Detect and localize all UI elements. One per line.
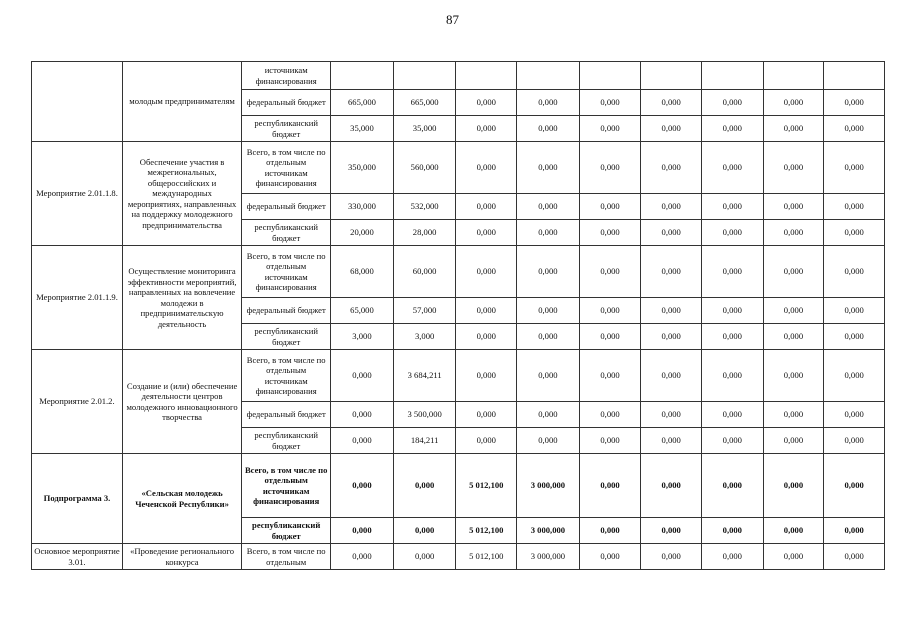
- value-cell: 28,000: [393, 220, 456, 246]
- value-cell: [824, 62, 885, 90]
- measure-code: [32, 62, 123, 142]
- value-cell: 0,000: [824, 142, 885, 194]
- value-cell: 3 000,000: [517, 454, 580, 518]
- value-cell: 0,000: [579, 298, 641, 324]
- value-cell: 665,000: [331, 90, 394, 116]
- measure-name: молодым предпринимателям: [122, 62, 241, 142]
- value-cell: 0,000: [763, 350, 824, 402]
- value-cell: 0,000: [702, 350, 764, 402]
- funding-source: республиканский бюджет: [242, 518, 331, 544]
- value-cell: 3 000,000: [517, 518, 580, 544]
- value-cell: 0,000: [579, 518, 641, 544]
- value-cell: 3,000: [393, 324, 456, 350]
- value-cell: 0,000: [824, 518, 885, 544]
- table-row: [32, 246, 885, 298]
- value-cell: 0,000: [579, 454, 641, 518]
- value-cell: 665,000: [393, 90, 456, 116]
- value-cell: 0,000: [641, 350, 702, 402]
- value-cell: 0,000: [763, 90, 824, 116]
- value-cell: 0,000: [579, 350, 641, 402]
- value-cell: 0,000: [579, 402, 641, 428]
- table-row: [32, 142, 885, 194]
- value-cell: 0,000: [331, 428, 394, 454]
- value-cell: 184,211: [393, 428, 456, 454]
- value-cell: [456, 62, 517, 90]
- value-cell: 532,000: [393, 194, 456, 220]
- value-cell: 0,000: [641, 544, 702, 570]
- value-cell: 0,000: [579, 116, 641, 142]
- value-cell: 60,000: [393, 246, 456, 298]
- funding-source: республиканский бюджет: [242, 116, 331, 142]
- value-cell: 0,000: [763, 454, 824, 518]
- funding-source: республиканский бюджет: [242, 220, 331, 246]
- funding-source: Всего, в том числе по отдельным источникам финансирования: [242, 350, 331, 402]
- funding-source: Всего, в том числе по отдельным источникам финансирования: [242, 454, 331, 518]
- value-cell: 0,000: [824, 194, 885, 220]
- funding-source: федеральный бюджет: [242, 194, 331, 220]
- value-cell: 0,000: [763, 246, 824, 298]
- table-row: [32, 454, 885, 518]
- value-cell: 0,000: [763, 220, 824, 246]
- value-cell: 57,000: [393, 298, 456, 324]
- value-cell: 65,000: [331, 298, 394, 324]
- value-cell: 0,000: [763, 194, 824, 220]
- measure-name: «Сельская молодежь Чеченской Республики»: [122, 454, 241, 544]
- value-cell: 0,000: [763, 518, 824, 544]
- value-cell: 0,000: [702, 428, 764, 454]
- value-cell: [641, 62, 702, 90]
- value-cell: 0,000: [702, 220, 764, 246]
- value-cell: 0,000: [331, 544, 394, 570]
- value-cell: 0,000: [456, 428, 517, 454]
- value-cell: 0,000: [456, 350, 517, 402]
- value-cell: 5 012,100: [456, 518, 517, 544]
- value-cell: 0,000: [331, 518, 394, 544]
- value-cell: 0,000: [763, 402, 824, 428]
- value-cell: 0,000: [824, 246, 885, 298]
- value-cell: 0,000: [579, 220, 641, 246]
- value-cell: 0,000: [702, 142, 764, 194]
- value-cell: 0,000: [393, 518, 456, 544]
- table-row: [32, 544, 885, 570]
- value-cell: 0,000: [702, 544, 764, 570]
- value-cell: 3,000: [331, 324, 394, 350]
- funding-source: республиканский бюджет: [242, 324, 331, 350]
- value-cell: 35,000: [331, 116, 394, 142]
- measure-name: «Проведение регионального конкурса: [122, 544, 241, 570]
- value-cell: 0,000: [824, 298, 885, 324]
- value-cell: 0,000: [331, 350, 394, 402]
- value-cell: [579, 62, 641, 90]
- value-cell: 0,000: [641, 220, 702, 246]
- value-cell: 0,000: [456, 298, 517, 324]
- value-cell: 0,000: [763, 142, 824, 194]
- value-cell: 0,000: [763, 298, 824, 324]
- value-cell: 0,000: [641, 298, 702, 324]
- funding-source: федеральный бюджет: [242, 298, 331, 324]
- funding-source: Всего, в том числе по отдельным источникам финансирования: [242, 142, 331, 194]
- value-cell: 5 012,100: [456, 454, 517, 518]
- funding-source: федеральный бюджет: [242, 402, 331, 428]
- value-cell: [702, 62, 764, 90]
- measure-name: Обеспечение участия в межрегиональных, общероссийских и международных мероприятиях, направленных на поддержку молодежного предпринимательства: [122, 142, 241, 246]
- value-cell: 0,000: [517, 350, 580, 402]
- value-cell: 0,000: [517, 402, 580, 428]
- value-cell: 0,000: [456, 90, 517, 116]
- value-cell: 0,000: [641, 194, 702, 220]
- value-cell: 0,000: [641, 402, 702, 428]
- value-cell: 0,000: [702, 518, 764, 544]
- measure-name: Осуществление мониторинга эффективности мероприятий, направленных на вовлечение молодежи в предпринимательскую деятельность: [122, 246, 241, 350]
- value-cell: 0,000: [641, 142, 702, 194]
- value-cell: 0,000: [517, 298, 580, 324]
- value-cell: 0,000: [393, 454, 456, 518]
- funding-source: федеральный бюджет: [242, 90, 331, 116]
- value-cell: 5 012,100: [456, 544, 517, 570]
- value-cell: 0,000: [456, 116, 517, 142]
- value-cell: 0,000: [393, 544, 456, 570]
- value-cell: 0,000: [702, 402, 764, 428]
- value-cell: 350,000: [331, 142, 394, 194]
- value-cell: 0,000: [824, 428, 885, 454]
- value-cell: 0,000: [579, 544, 641, 570]
- value-cell: [763, 62, 824, 90]
- value-cell: 0,000: [517, 220, 580, 246]
- value-cell: 330,000: [331, 194, 394, 220]
- value-cell: 0,000: [579, 194, 641, 220]
- funding-source: источникам финансирования: [242, 62, 331, 90]
- value-cell: 35,000: [393, 116, 456, 142]
- value-cell: [517, 62, 580, 90]
- value-cell: 0,000: [517, 116, 580, 142]
- value-cell: 20,000: [331, 220, 394, 246]
- measure-name: Создание и (или) обеспечение деятельности центров молодежного инновационного творчества: [122, 350, 241, 454]
- value-cell: 0,000: [702, 116, 764, 142]
- value-cell: 0,000: [702, 298, 764, 324]
- value-cell: 0,000: [579, 428, 641, 454]
- value-cell: 0,000: [517, 324, 580, 350]
- value-cell: 0,000: [456, 142, 517, 194]
- measure-code: Подпрограмма 3.: [32, 454, 123, 544]
- page-number: 87: [446, 12, 459, 27]
- value-cell: 0,000: [641, 246, 702, 298]
- measure-code: Основное мероприятие 3.01.: [32, 544, 123, 570]
- value-cell: 0,000: [517, 246, 580, 298]
- value-cell: 0,000: [641, 518, 702, 544]
- measure-code: Мероприятие 2.01.2.: [32, 350, 123, 454]
- value-cell: 0,000: [517, 142, 580, 194]
- value-cell: 0,000: [579, 90, 641, 116]
- table-row: [32, 350, 885, 402]
- value-cell: 0,000: [702, 454, 764, 518]
- value-cell: 0,000: [641, 116, 702, 142]
- budget-table: [31, 61, 885, 570]
- value-cell: 0,000: [763, 428, 824, 454]
- value-cell: 0,000: [824, 350, 885, 402]
- value-cell: 0,000: [517, 194, 580, 220]
- value-cell: 0,000: [456, 402, 517, 428]
- value-cell: 0,000: [702, 90, 764, 116]
- value-cell: 0,000: [579, 142, 641, 194]
- measure-code: Мероприятие 2.01.1.9.: [32, 246, 123, 350]
- value-cell: 0,000: [824, 324, 885, 350]
- value-cell: 0,000: [824, 454, 885, 518]
- value-cell: 0,000: [824, 402, 885, 428]
- value-cell: 0,000: [331, 402, 394, 428]
- value-cell: 0,000: [824, 544, 885, 570]
- value-cell: 0,000: [702, 324, 764, 350]
- value-cell: 0,000: [456, 324, 517, 350]
- value-cell: 0,000: [456, 246, 517, 298]
- value-cell: 0,000: [824, 90, 885, 116]
- value-cell: 0,000: [763, 324, 824, 350]
- value-cell: 0,000: [517, 428, 580, 454]
- value-cell: 0,000: [763, 116, 824, 142]
- value-cell: 0,000: [763, 544, 824, 570]
- value-cell: 3 000,000: [517, 544, 580, 570]
- value-cell: [393, 62, 456, 90]
- value-cell: 68,000: [331, 246, 394, 298]
- value-cell: 560,000: [393, 142, 456, 194]
- value-cell: 0,000: [641, 90, 702, 116]
- value-cell: 0,000: [702, 194, 764, 220]
- funding-source: Всего, в том числе по отдельным источникам финансирования: [242, 246, 331, 298]
- funding-source: Всего, в том числе по отдельным: [242, 544, 331, 570]
- value-cell: 0,000: [331, 454, 394, 518]
- value-cell: 0,000: [517, 90, 580, 116]
- value-cell: 0,000: [456, 194, 517, 220]
- table-row: [32, 62, 885, 90]
- measure-code: Мероприятие 2.01.1.8.: [32, 142, 123, 246]
- value-cell: 0,000: [456, 220, 517, 246]
- value-cell: 0,000: [824, 116, 885, 142]
- value-cell: 0,000: [641, 428, 702, 454]
- value-cell: [331, 62, 394, 90]
- value-cell: 0,000: [579, 324, 641, 350]
- value-cell: 3 684,211: [393, 350, 456, 402]
- value-cell: 0,000: [579, 246, 641, 298]
- value-cell: 3 500,000: [393, 402, 456, 428]
- value-cell: 0,000: [641, 454, 702, 518]
- value-cell: 0,000: [824, 220, 885, 246]
- value-cell: 0,000: [702, 246, 764, 298]
- funding-source: республиканский бюджет: [242, 428, 331, 454]
- value-cell: 0,000: [641, 324, 702, 350]
